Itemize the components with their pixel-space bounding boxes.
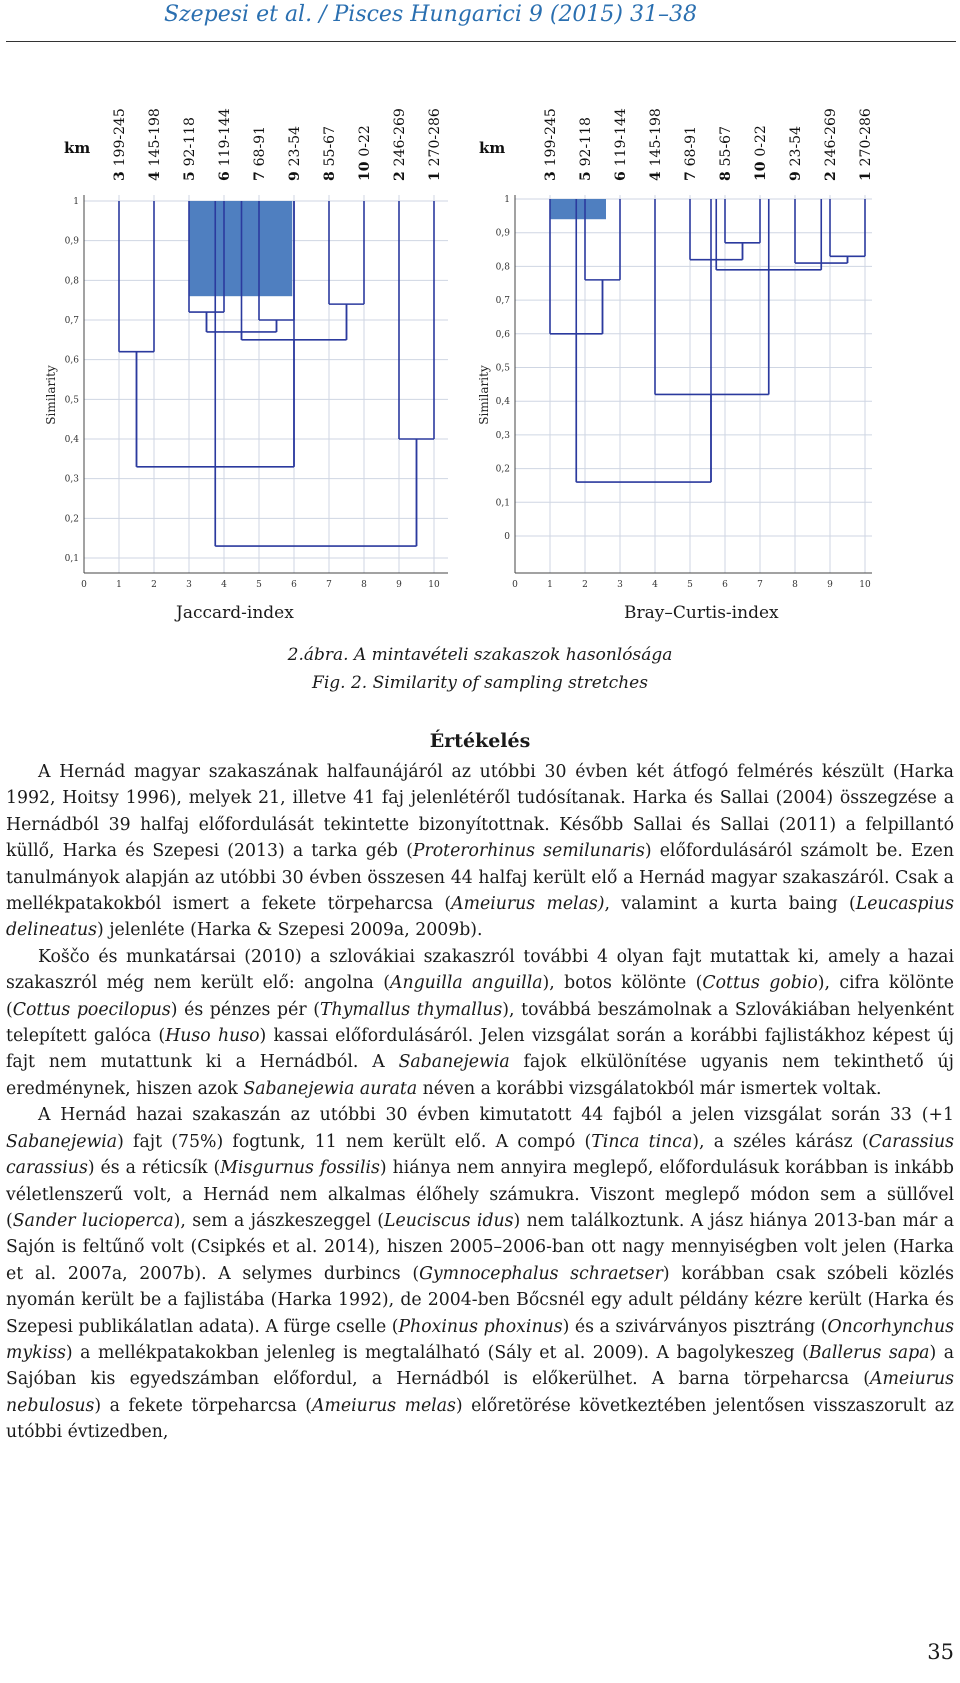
y-tick-label: 0,7 <box>64 316 79 326</box>
text-run: A Hernád magyar szakaszának halfaunájáról az utóbbi 30 évben két átfogó felmérés készült (Harka 1992, Hoitsy 1996), melyek 21, illetve 41 faj jelenlétéről tudósítanak. Harka és Sallai (2004) összegzése a Hernádból 39 halfaj előfordulását tekintette bizonyítottnak. Később Sallai és Sallai (2011) a felpillantó küllő, Harka és Szepesi (2013) a tarka géb ( <box>6 762 954 862</box>
leaf-label: 10 0-22 <box>753 125 769 181</box>
species-name: Oncorhynchus mykiss <box>6 1316 954 1363</box>
text-run: ) hiánya nem annyira meglepő, előfordulásuk korábban is inkább véletlenszerű volt, a Hernád nem alkalmas élőhely számukra. Viszont meglepő módon sem a süllővel ( <box>6 1158 954 1231</box>
km-header: km <box>64 139 91 157</box>
x-tick-label: 5 <box>256 580 262 590</box>
section-heading: Értékelés <box>429 730 531 752</box>
y-tick-label: 0,9 <box>64 236 79 247</box>
x-tick-label: 1 <box>547 580 553 590</box>
leaf-label: 3 199-245 <box>543 108 559 181</box>
leaf-label: 1 270-286 <box>858 108 874 181</box>
species-name: Tinca tinca <box>591 1131 693 1152</box>
y-tick-label: 0,3 <box>64 474 79 485</box>
paragraph-3 <box>6 1102 954 1445</box>
text-run: ) előfordulásáról számolt be. Ezen tanulmányok alapján az utóbbi 30 évben összesen 44 halfaj került elő a Hernád magyar szakaszáról. Csak a mellékpatakokból ismert a fekete törpeharcsa ( <box>6 841 954 915</box>
text-run: ) a fekete törpeharcsa ( <box>94 1395 313 1416</box>
text-run: ) és a réticsík ( <box>87 1158 221 1179</box>
species-name: Ballerus sapa <box>808 1342 930 1363</box>
leaf-label: 1 270-286 <box>427 108 443 181</box>
species-name: Leucaspius delineatus <box>6 894 954 941</box>
leaf-label: 6 119-144 <box>613 108 629 181</box>
x-tick-label: 7 <box>757 580 763 590</box>
species-name: Cottus poecilopus <box>12 999 171 1020</box>
x-tick-label: 10 <box>428 580 440 590</box>
figure-caption-en: Fig. 2. Similarity of sampling stretches <box>312 673 648 693</box>
figure-caption-hu: 2.ábra. A mintavételi szakaszok hasonlósága <box>287 645 673 665</box>
x-tick-label: 5 <box>687 580 693 590</box>
species-name: Sander lucioperca <box>12 1210 174 1231</box>
x-tick-label: 1 <box>116 580 122 590</box>
x-tick-label: 4 <box>221 580 227 590</box>
text-run: , valamint a kurta baing ( <box>604 894 856 915</box>
species-name: Phoxinus phoxinus <box>398 1316 563 1337</box>
text-run: néven a korábbi vizsgálatokból már ismertek voltak. <box>417 1078 882 1099</box>
text-run: ) előretörése következtében jelentősen visszaszorult az utóbbi évtizedben, <box>6 1395 954 1443</box>
y-tick-label: 0,8 <box>495 262 510 273</box>
species-name: Proterorhinus semilunaris <box>412 841 645 862</box>
leaf-label: 5 92-118 <box>182 117 198 181</box>
y-tick-label: 0,7 <box>495 296 510 307</box>
text-run: A Hernád hazai szakaszán az utóbbi 30 évben kimutatott 44 fajból a jelen vizsgálat során 33 (+1 <box>38 1105 954 1126</box>
x-tick-label: 4 <box>652 580 658 590</box>
y-tick-label: 0,2 <box>495 464 510 475</box>
leaf-label: 4 145-198 <box>648 108 664 181</box>
leaf-label: 10 0-22 <box>357 125 373 181</box>
highlight-block <box>550 199 606 219</box>
y-tick-label: 0,1 <box>64 554 79 564</box>
x-tick-label: 6 <box>291 580 297 590</box>
leaf-label: 7 68-91 <box>252 126 268 181</box>
running-title: Szepesi et al. / Pisces Hungarici 9 (2015) 31–38 <box>163 2 697 27</box>
x-tick-label: 0 <box>512 580 518 590</box>
leaf-label: 4 145-198 <box>147 108 163 181</box>
y-tick-label: 0,5 <box>64 395 79 406</box>
leaf-label: 9 23-54 <box>287 126 303 181</box>
y-tick-label: 0 <box>504 532 510 542</box>
species-name: Sabanejewia aurata <box>243 1078 418 1099</box>
text-run: ) fajt (75%) fogtunk, 11 nem került elő. A compó ( <box>117 1131 592 1152</box>
species-name: Carassius carassius <box>6 1131 954 1179</box>
x-tick-label: 10 <box>859 580 871 590</box>
y-axis-label: Similarity <box>477 365 491 425</box>
jaccard-dendrogram <box>40 95 460 595</box>
text-run: fajok elkülönítése ugyanis nem tekinthető új eredménynek, hiszen azok <box>6 1052 955 1099</box>
x-tick-label: 3 <box>186 580 192 590</box>
species-name: Gymnocephalus schraetser <box>419 1263 663 1284</box>
bray-curtis-dendrogram <box>477 95 882 595</box>
species-name: Thymallus thymallus <box>319 999 503 1020</box>
leaf-label: 7 68-91 <box>683 126 699 181</box>
y-tick-label: 0,9 <box>495 228 510 239</box>
leaf-label: 6 119-144 <box>217 108 233 181</box>
paragraph-1 <box>6 759 954 944</box>
species-name: Misgurnus fossilis <box>220 1158 380 1179</box>
text-run: ) és pénzes pér ( <box>170 999 320 1020</box>
bray-curtis-index-label: Bray–Curtis-index <box>624 603 779 623</box>
species-name: Huso huso <box>165 1026 260 1047</box>
y-tick-label: 0,5 <box>495 363 510 374</box>
running-header <box>0 0 960 44</box>
y-tick-label: 0,6 <box>64 355 79 366</box>
text-run: Koščo és munkatársai (2010) a szlovákiai szakaszról további 4 olyan fajt mutattak ki, amely a hazai szakaszról még nem került elő: angolna ( <box>6 946 954 994</box>
text-run: ), a széles kárász ( <box>692 1131 869 1152</box>
leaf-label: 9 23-54 <box>788 126 804 181</box>
y-tick-label: 0,1 <box>495 498 510 509</box>
leaf-label: 3 199-245 <box>112 108 128 181</box>
y-tick-label: 0,3 <box>495 430 510 441</box>
leaf-label: 8 55-67 <box>322 126 338 181</box>
text-run: ) nem találkoztunk. A jász hiánya 2013-ban már a Sajón is feltűnő volt (Csipkés et al. 2014), hiszen 2005–2006-ban ott nagy mennyiségben volt jelen (Harka et al. 2007a, 2007b). A selymes durbincs ( <box>6 1210 954 1284</box>
x-tick-label: 9 <box>827 580 833 590</box>
y-tick-label: 0,4 <box>495 397 510 408</box>
leaf-label: 8 55-67 <box>718 126 734 181</box>
species-name: Sabanejewia <box>398 1052 510 1073</box>
y-tick-label: 0,6 <box>495 329 510 340</box>
y-tick-label: 1 <box>504 195 510 205</box>
x-tick-label: 6 <box>722 580 728 590</box>
y-tick-label: 0,2 <box>64 514 79 525</box>
text-run: ) a Sajóban kis egyedszámban előfordul, a Hernádból is előkerülhet. A barna törpeharcsa ( <box>6 1342 954 1390</box>
header-rule <box>6 41 956 42</box>
text-run: ), továbbá beszámolnak a Szlovákiában helyenként telepített galóca ( <box>6 999 954 1047</box>
leaf-label: 5 92-118 <box>578 117 594 181</box>
highlight-block <box>189 201 292 296</box>
x-tick-label: 3 <box>617 580 623 590</box>
text-run: ), cifra kölönte ( <box>6 973 954 1020</box>
page-number: 35 <box>927 1640 954 1664</box>
paragraph-2 <box>6 944 954 1102</box>
leaf-label: 2 246-269 <box>392 108 408 181</box>
leaf-label: 2 246-269 <box>823 108 839 181</box>
y-tick-label: 0,8 <box>64 276 79 287</box>
species-name: Cottus gobio <box>702 973 818 994</box>
text-run: ), botos kölönte ( <box>542 973 703 994</box>
y-tick-label: 1 <box>73 197 79 207</box>
x-tick-label: 2 <box>582 580 588 590</box>
y-tick-label: 0,4 <box>64 435 79 445</box>
x-tick-label: 7 <box>326 580 332 590</box>
text-run: ) kassai előfordulásáról. Jelen vizsgálat során a korábbi fajlistákhoz képest új fajt nem mutattunk ki a Hernádból. A <box>6 1026 954 1073</box>
text-run: ) a mellékpatakokban jelenleg is megtalálható (Sály et al. 2009). A bagolykeszeg ( <box>65 1342 809 1363</box>
species-name: Leuciscus idus <box>384 1210 514 1231</box>
species-name: Ameiurus melas <box>312 1395 456 1416</box>
species-name: Ameiurus melas) <box>451 894 605 915</box>
species-name: Anguilla anguilla <box>389 973 543 994</box>
text-run: ), sem a jászkeszeggel ( <box>173 1210 385 1231</box>
x-tick-label: 8 <box>792 580 798 590</box>
km-header: km <box>479 139 506 157</box>
species-name: Ameiurus nebulosus <box>6 1369 954 1416</box>
text-run: ) jelenléte (Harka & Szepesi 2009a, 2009b). <box>96 920 483 941</box>
x-tick-label: 2 <box>151 580 157 590</box>
species-name: Sabanejewia <box>6 1131 118 1152</box>
y-axis-label: Similarity <box>44 365 58 425</box>
jaccard-index-label: Jaccard-index <box>176 603 294 623</box>
x-tick-label: 0 <box>81 580 87 590</box>
body-text <box>6 759 954 1446</box>
x-tick-label: 8 <box>361 580 367 590</box>
text-run: ) és a szivárványos pisztráng ( <box>562 1316 828 1337</box>
x-tick-label: 9 <box>396 580 402 590</box>
text-run: ) korábban csak szóbeli közlés nyomán került be a fajlistába (Harka 1992), de 2004-ben Bőcsnél egy adult példány kézre került (Harka és Szepesi publikálatlan adata). A fürge cselle ( <box>6 1263 954 1337</box>
